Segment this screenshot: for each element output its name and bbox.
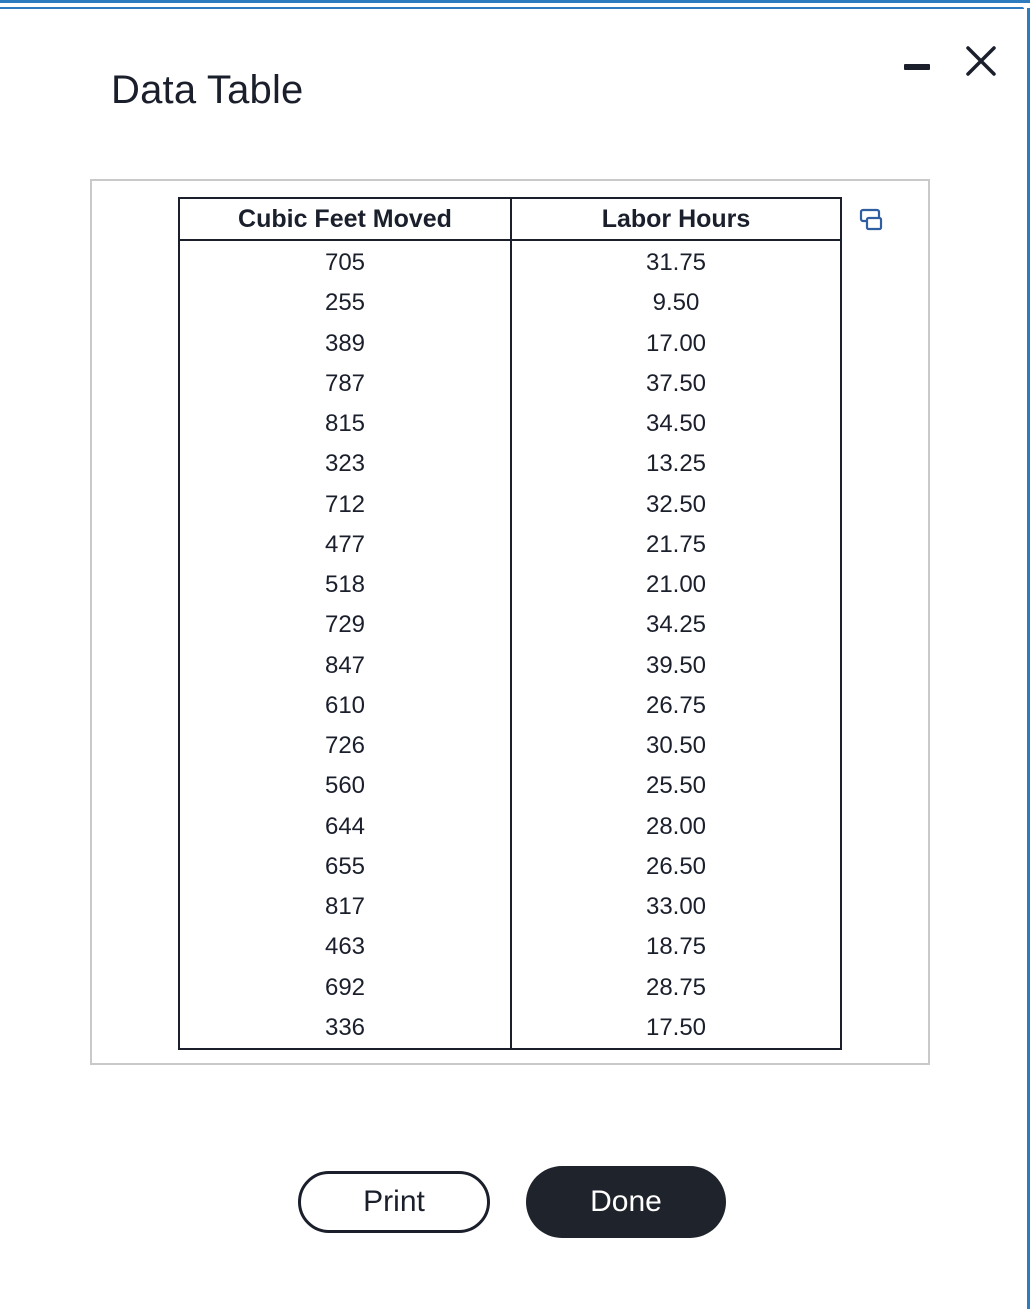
cubic-feet-cell: 815 xyxy=(179,404,511,444)
table-row xyxy=(179,404,841,444)
window-top-border xyxy=(0,0,1030,14)
dialog-title: Data Table xyxy=(111,68,304,112)
labor-hours-cell: 25.50 xyxy=(645,772,707,800)
table-row xyxy=(179,485,841,525)
labor-hours-cell: 13.25 xyxy=(645,450,707,478)
labor-hours-cell: 21.00 xyxy=(645,571,707,599)
labor-hours-cell: 39.50 xyxy=(645,651,707,679)
cubic-feet-cell: 463 xyxy=(179,927,511,967)
labor-hours-cell: 37.50 xyxy=(645,369,707,397)
cubic-feet-cell: 644 xyxy=(179,807,511,847)
table-row xyxy=(179,927,841,967)
labor-hours-cell: 26.50 xyxy=(645,852,707,880)
labor-hours-cell: 31.75 xyxy=(645,249,707,277)
table-row xyxy=(179,605,841,645)
cubic-feet-cell: 847 xyxy=(179,646,511,686)
labor-hours-cell: 34.25 xyxy=(645,611,707,639)
close-button[interactable] xyxy=(962,44,998,80)
labor-hours-cell: 33.00 xyxy=(645,893,707,921)
cubic-feet-cell: 610 xyxy=(179,686,511,726)
labor-hours-cell: 9.50 xyxy=(652,289,700,317)
labor-hours-cell: 28.00 xyxy=(645,812,707,840)
cubic-feet-cell: 560 xyxy=(179,766,511,806)
table-row xyxy=(179,686,841,726)
cubic-feet-cell: 787 xyxy=(179,364,511,404)
cubic-feet-cell: 726 xyxy=(179,726,511,766)
table-row xyxy=(179,646,841,686)
cubic-feet-cell: 323 xyxy=(179,444,511,484)
done-button[interactable]: Done xyxy=(526,1166,726,1238)
table-row xyxy=(179,444,841,484)
copy-table-button[interactable] xyxy=(858,207,886,233)
table-row xyxy=(179,726,841,766)
minimize-button[interactable] xyxy=(900,62,932,72)
cubic-feet-cell: 692 xyxy=(179,968,511,1008)
labor-hours-cell: 34.50 xyxy=(645,410,707,438)
labor-hours-cell: 18.75 xyxy=(645,933,707,961)
cubic-feet-cell: 518 xyxy=(179,565,511,605)
table-row xyxy=(179,240,841,283)
table-header-row xyxy=(179,198,841,240)
cubic-feet-cell: 336 xyxy=(179,1008,511,1049)
table-row xyxy=(179,525,841,565)
labor-hours-cell: 32.50 xyxy=(645,490,707,518)
cubic-feet-cell: 477 xyxy=(179,525,511,565)
table-row xyxy=(179,364,841,404)
labor-hours-cell: 28.75 xyxy=(645,973,707,1001)
labor-hours-cell: 17.00 xyxy=(645,329,707,357)
table-row xyxy=(179,847,841,887)
print-button[interactable]: Print xyxy=(298,1171,490,1233)
column-header-labor-hours: Labor Hours xyxy=(511,198,841,240)
table-row xyxy=(179,283,841,323)
cubic-feet-cell: 255 xyxy=(179,283,511,323)
labor-hours-cell: 17.50 xyxy=(645,1013,707,1041)
labor-hours-cell: 26.75 xyxy=(645,691,707,719)
cubic-feet-cell: 729 xyxy=(179,605,511,645)
cubic-feet-cell: 712 xyxy=(179,485,511,525)
table-row xyxy=(179,766,841,806)
table-body xyxy=(179,240,841,1049)
cubic-feet-cell: 389 xyxy=(179,324,511,364)
table-row xyxy=(179,968,841,1008)
cubic-feet-cell: 655 xyxy=(179,847,511,887)
cubic-feet-cell: 817 xyxy=(179,887,511,927)
data-table xyxy=(178,197,842,1050)
table-row xyxy=(179,807,841,847)
table-row xyxy=(179,324,841,364)
column-header-cubic-feet: Cubic Feet Moved xyxy=(179,198,511,240)
minimize-icon xyxy=(904,64,930,70)
close-icon xyxy=(962,44,998,80)
table-row xyxy=(179,565,841,605)
table-row xyxy=(179,887,841,927)
cubic-feet-cell: 705 xyxy=(179,240,511,283)
labor-hours-cell: 30.50 xyxy=(645,732,707,760)
copy-to-clipboard-icon xyxy=(858,207,886,233)
labor-hours-cell: 21.75 xyxy=(645,530,707,558)
table-row xyxy=(179,1008,841,1049)
